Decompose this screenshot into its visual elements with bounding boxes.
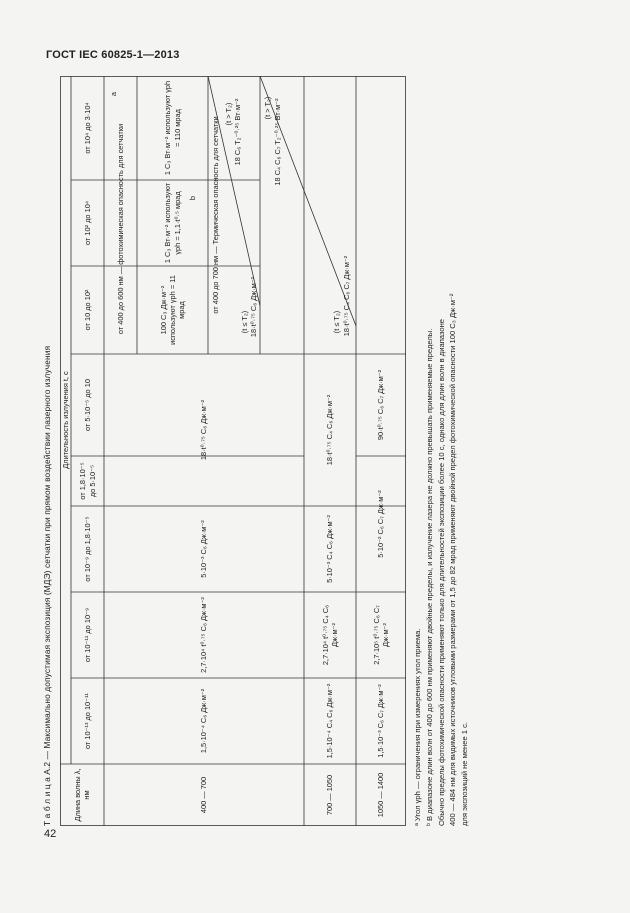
r3-value-5: 90·t⁰·⁷⁵ C₆ C₇ Дж·м⁻² <box>376 369 386 441</box>
thermal-value-short: 18·t⁰·⁷⁵ C₆ Дж·м⁻² <box>249 276 259 338</box>
col-header-2: от 10⁻¹¹ до 10⁻⁹ <box>82 607 92 663</box>
photochemical-value-1: 100 C₃ Дж·м⁻² используют γph = 11 мрад <box>158 275 187 345</box>
thermal-cond-short: (t ≤ T₂) <box>240 310 250 334</box>
row-label-400-700: 400 — 700 <box>199 776 209 814</box>
photochemical-value-2-note: b <box>188 195 198 201</box>
r1-value-1: 1,5·10⁻⁴ C₆ Дж·м⁻² <box>199 688 209 754</box>
col-header-1: от 10⁻¹³ до 10⁻¹¹ <box>82 693 92 750</box>
rotated-page-content <box>42 76 504 826</box>
note-b: ᵇ В диапазоне длин волн от 400 до 600 нм применяют двойные пределы, и излучение лазера не должно превышать применяемые пределы. <box>424 328 434 826</box>
note-text-2: 400 — 484 нм для видимых источников угловыми размерами от 1,5 до 82 мрад применяют двойной предел фотохимической опасности 100 C₃ Дж·м⁻² <box>448 293 458 826</box>
col-header-5: от 5·10⁻⁵ до 10 <box>82 379 92 431</box>
col-header-8: от 10⁴ до 3·10⁴ <box>82 102 92 154</box>
thermal-title: от 400 до 700 нм — Термическая опасность для сетчатки <box>211 116 221 314</box>
row-label-1050-1400: 1050 — 1400 <box>376 772 386 818</box>
mpe-table <box>60 76 406 826</box>
r1-value-3: 5·10⁻³ C₆ Дж·м⁻² <box>199 520 209 578</box>
note-text-1: Обычно пределы фотохимической опасности применяют только для длительностей экспозиции более 10 с, однако для длин волн в диапазоне <box>436 319 446 826</box>
table-notes <box>412 76 471 826</box>
photochemical-value-3: 1 C₃ Вт·м⁻² используют γph = 110 мрад <box>163 80 182 176</box>
col-header-4: от 1,8·10⁻⁵ до 5·10⁻⁵ <box>78 462 97 500</box>
table-caption: Т а б л и ц а А.2 — Максимально допустимая экспозиция (МДЭ) сетчатки при прямом воздействии лазерного излучения <box>42 345 52 826</box>
row-label-700-1050: 700 — 1050 <box>325 774 335 816</box>
col-header-6: от 10 до 10² <box>82 289 92 331</box>
col-header-7: от 10² до 10⁴ <box>82 201 92 245</box>
r2-value-3: 5·10⁻³ C₄ C₆ Дж·м⁻² <box>325 515 335 583</box>
duration-header: Длительность излучения t, с <box>60 371 70 469</box>
document-header: ГОСТ IEC 60825-1—2013 <box>46 49 180 61</box>
r1-value-2: 2,7·10⁴ t⁰·⁷⁵ C₆ Дж·м⁻² <box>199 597 209 673</box>
thermal-value-long: 18 C₆ T₂⁻⁰·²⁵ Вт·м⁻² <box>233 98 243 166</box>
r3-value-2: 2,7·10⁵ t⁰·⁷⁵ C₆ C₇ Дж·м⁻² <box>371 605 390 665</box>
photochemical-value-2: 1 C₃ Вт·м⁻² используют γph = 1,1·t⁰·⁵ мрад <box>163 182 182 264</box>
photochemical-title: от 400 до 600 нм — фотохимическая опасность для сетчатки <box>115 123 125 335</box>
r3-value-34: 5·10⁻² C₆ C₇ Дж·м⁻² <box>376 490 386 558</box>
page-number: 42 <box>44 828 57 840</box>
thermal-cond-long: (t > T₂) <box>224 102 234 126</box>
r3-value-1: 1,5·10⁻³ C₆ C₇ Дж·м⁻² <box>376 684 386 758</box>
r2-value-45: 18·t⁰·⁷⁵ C₄ C₆ Дж·м⁻² <box>325 394 335 466</box>
r2-value-2: 2,7·10⁴ t⁰·⁷⁵ C₄ C₆ Дж·м⁻² <box>320 604 339 666</box>
r2-value-1: 1,5·10⁻⁴ C₄ C₆ Дж·м⁻² <box>325 683 335 759</box>
wavelength-header: Длина волны λ, нм <box>72 768 91 822</box>
r2-value-long: 18 C₄ C₆ C₇ T₂⁻⁰·²⁵ Вт·м⁻² <box>273 98 283 186</box>
note-text-3: для экспозиций не менее 1 с. <box>460 721 470 826</box>
note-a: ᵃ Угол γph — ограничения при измерениях угол приема. <box>413 628 422 826</box>
r2-cond-long: (t > T₂) <box>263 96 273 120</box>
photochemical-note-marker: a <box>109 91 119 97</box>
col-header-3: от 10⁻⁹ до 1,8·10⁻⁵ <box>82 516 92 582</box>
r1-value-45: 18·t⁰·⁷⁵ C₆ Дж·м⁻² <box>199 399 209 461</box>
r2-cond-short: (t ≤ T₂) <box>332 310 342 334</box>
r2-value-short: 18·t⁰·⁷⁵ C₄ C₆ C₇ Дж·м⁻² <box>342 255 352 337</box>
